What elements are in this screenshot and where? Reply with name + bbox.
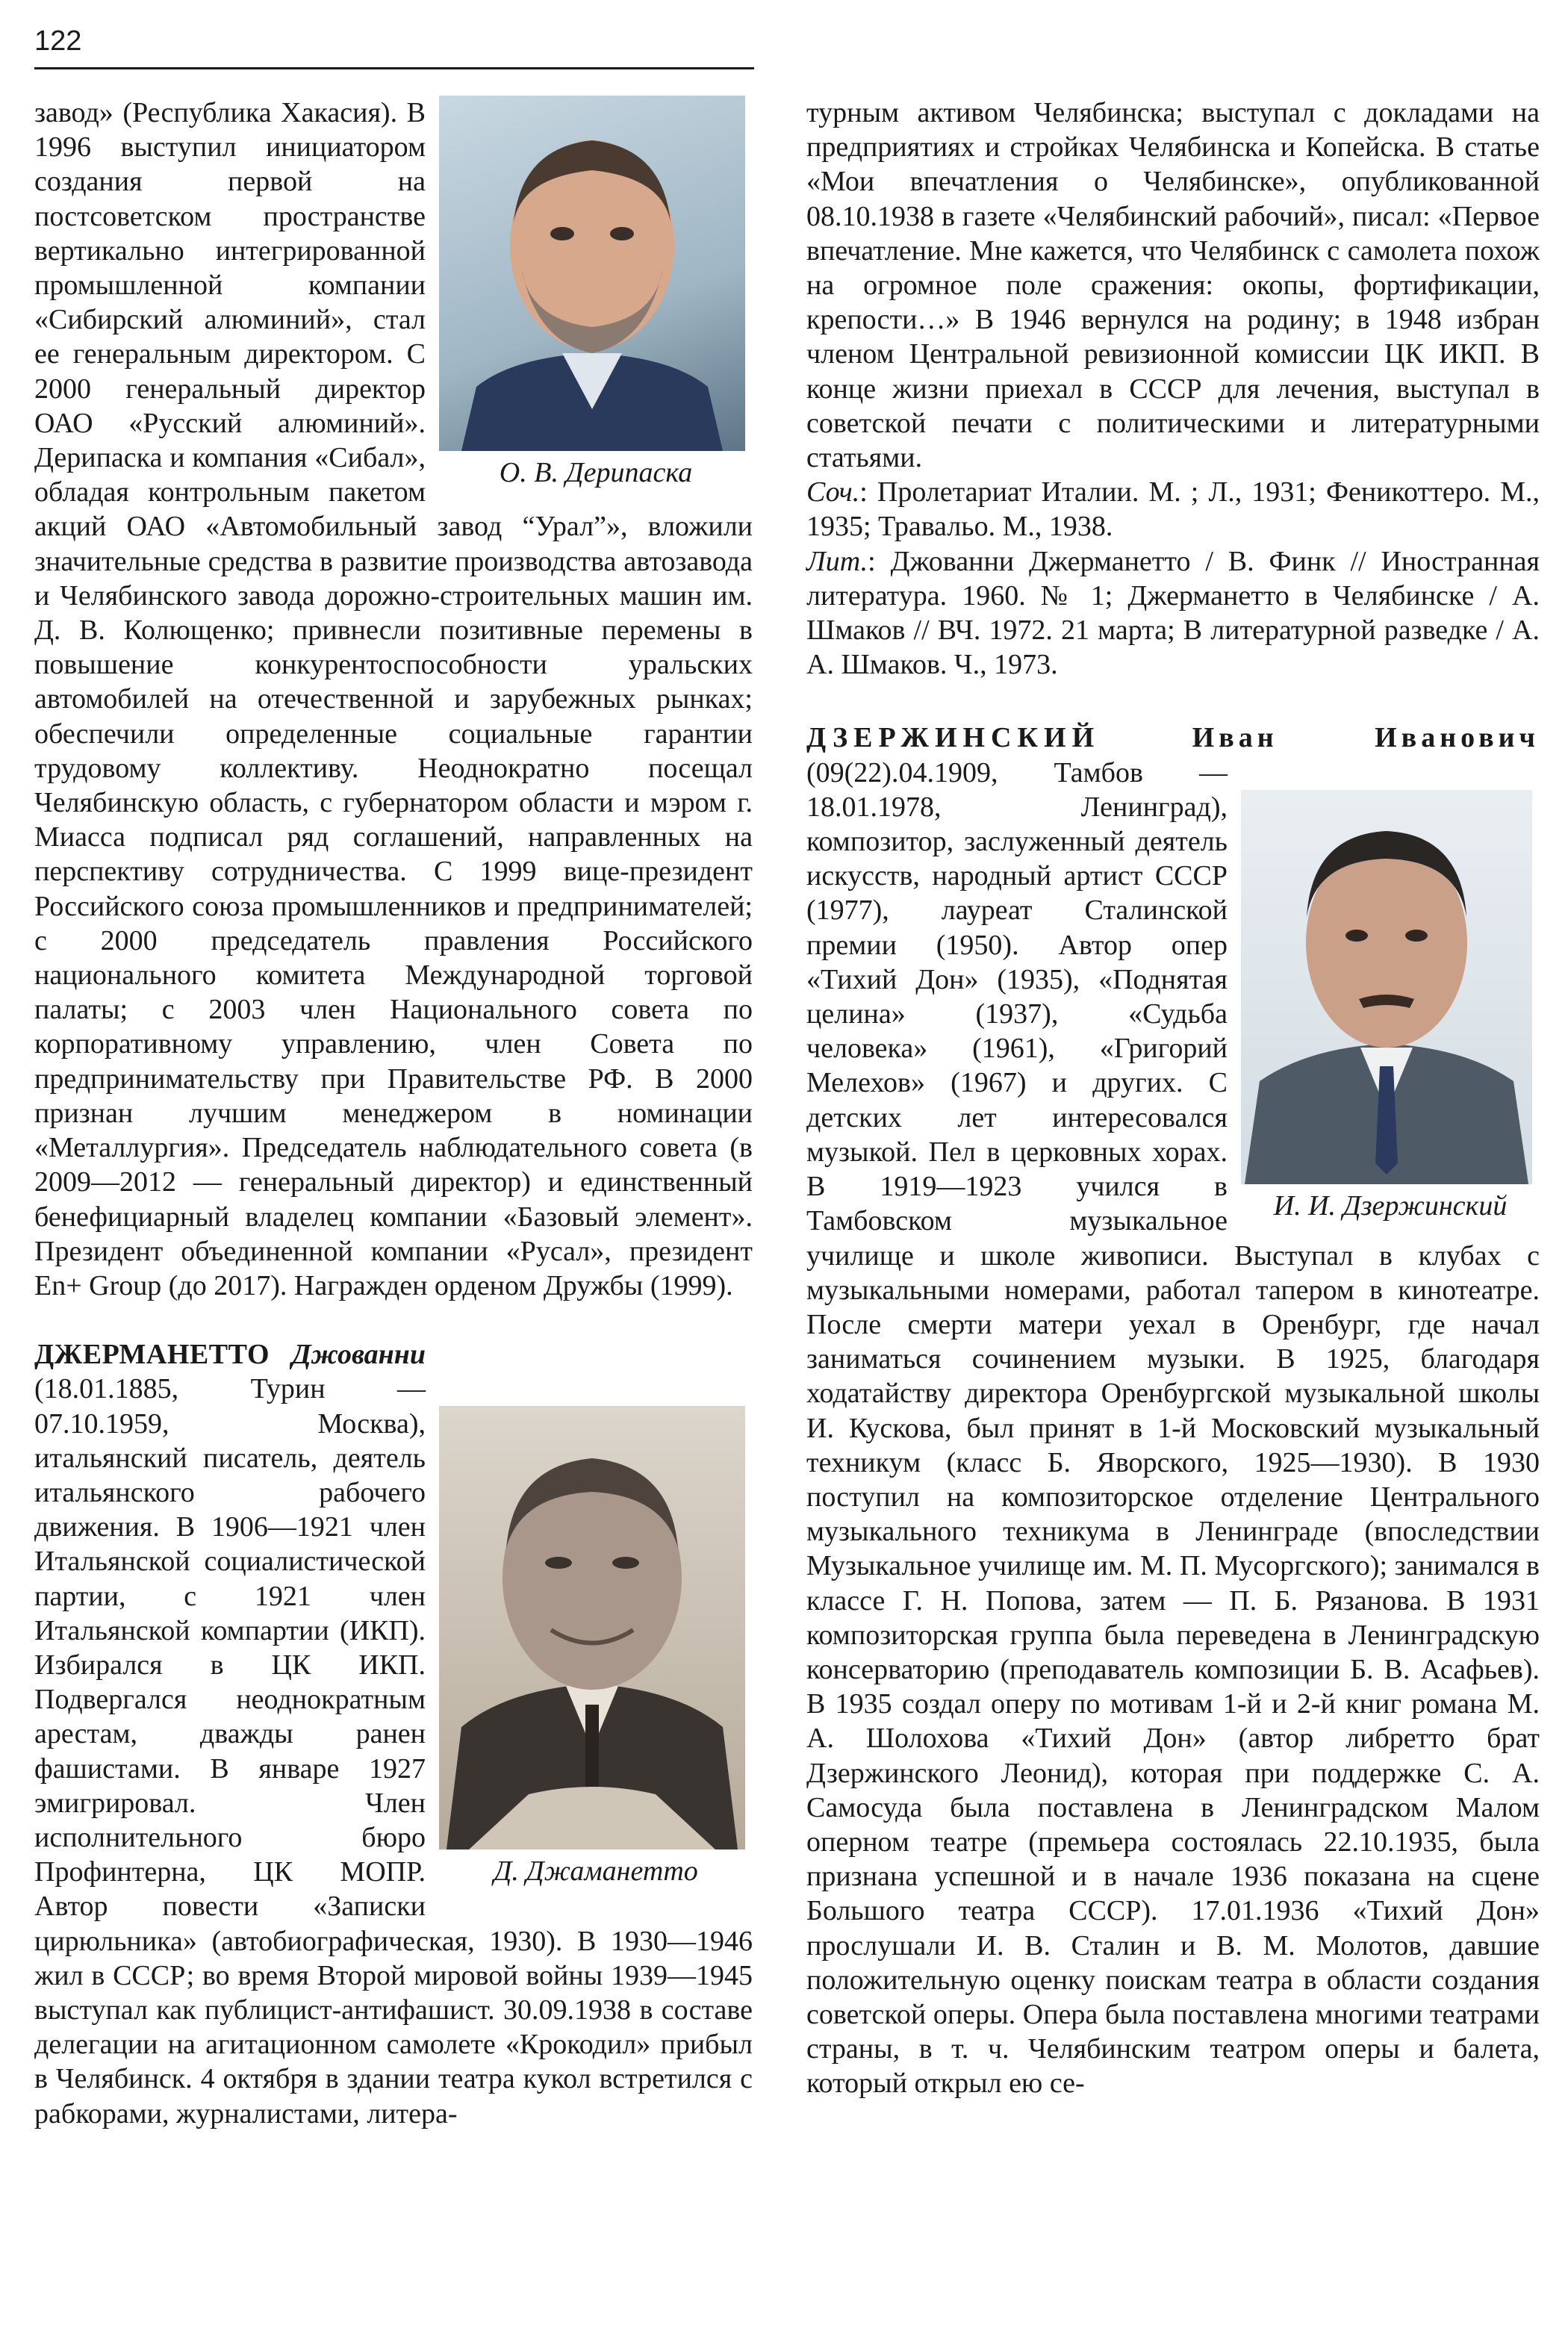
germanetto-works	[806, 475, 1540, 544]
literature-label: Лит.	[806, 545, 868, 577]
left-column	[34, 96, 753, 2131]
works-label: Соч.	[806, 476, 860, 508]
entry-gap	[806, 682, 1540, 721]
germanetto-given-name: Джованни	[291, 1339, 426, 1371]
germanetto-photo	[439, 1406, 745, 1849]
germanetto-paragraph-continued: турным активом Челябинска; выступал с докладами на предприятиях и стройках Челябинска и Копейска. В статье «Мои впечатления о Челябинске», опубликованной 08.10.1938 в газете «Челябинский рабочий», писал: «Первое впечатление. Мне кажется, что Челябинск с самолета похож на огромное поле сражения: окопы, фортификации, крепости…» В 1946 вернулся на родину; в 1948 избран членом Центральной ревизионной комиссии ЦК ИКП. В конце жизни приехал в СССР для лечения, выступал в советской печати с политическими и литературными статьями.	[806, 97, 1540, 474]
dzerzhinsky-surname: ДЗЕРЖИНСКИЙ	[806, 722, 1101, 754]
deripaska-paragraph: завод» (Республика Хакасия). В 1996 выступил инициатором создания первой на постсоветском пространстве вертикально интегрированной промышленной компании «Сибирский алюминий», стал ее генеральным директором. С 2000 генеральный директор ОАО «Русский алюминий». Дерипаска и компания «Сибал», обладая контрольным пакетом акций ОАО «Автомобильный завод “Урал”», вложили значительные средства в развитие производства автозавода и Челябинского завода дорожно-строительных машин им. Д. В. Колющенко; привнесли позитивные перемены в повышение конкурентоспособности уральских автомобилей на отечественной и зарубежных рынках; обеспечили определенные социальные гарантии трудовому коллективу. Неоднократно посещал Челябинскую область, с губернатором области и мэром г. Миасса подписал ряд соглашений, направленных на перспективу сотрудничества. С 1999 вице-президент Российского союза промышленников и предпринимателей; с 2000 председатель правления Российского национального комитета Международной торговой палаты; с 2003 член Национального совета по корпоративному управлению, член Совета по предпринимательству при Правительстве РФ. В 2000 признан лучшим менеджером в номинации «Металлургия». Председатель наблюдательного совета (в 2009—2012 — генеральный директор) и единственный бенефициарный владелец компании «Базовый элемент». Президент объединенной компании «Русал», президент En+ Group (до 2017). Награжден орденом Дружбы (1999).	[34, 97, 753, 1301]
germanetto-literature	[806, 544, 1540, 682]
right-column	[806, 96, 1540, 2101]
entry-gap	[34, 1303, 753, 1337]
dzerzhinsky-photo	[1241, 790, 1532, 1184]
works-text: : Пролетариат Италии. М. ; Л., 1931; Феникоттеро. М., 1935; Травальо. М., 1938.	[806, 476, 1540, 543]
dzerzhinsky-given-name: Иван Иванович	[1192, 722, 1540, 754]
literature-text: : Джованни Джерманетто / В. Финк // Иностранная литература. 1960. № 1; Джерманетто в Челябинске / А. Шмаков // ВЧ. 1972. 21 марта; В литературной разведке / А. А. Шмаков. Ч., 1973.	[806, 545, 1540, 681]
dzerzhinsky-paragraph: (09(22).04.1909, Тамбов — 18.01.1978, Ленинград), композитор, заслуженный деятель искусств, народный артист СССР (1977), лауреат Сталинской премии (1950). Автор опер «Тихий Дон» (1935), «Поднятая целина» (1937), «Судьба человека» (1961), «Григорий Мелехов» (1967) и других. С детских лет интересовался музыкой. Пел в церковных хорах. В 1919—1923 учился в Тамбовском музыкальное училище и школе живописи. Выступал в клубах с музыкальными номерами, работал тапером в кинотеатре. После смерти матери уехал в Оренбург, где начал заниматься сочинением музыки. В 1925, благодаря ходатайству директора Оренбургской музыкальной школы И. Кускова, был принят в 1-й Московский музыкальный техникум (класс Б. Яворского, 1925—1930). В 1930 поступил на композиторское отделение Центрального музыкального техникума в Ленинграде (впоследствии Музыкальное училище им. М. П. Мусоргского); занимался в классе Г. Н. Попова, затем — П. Б. Рязанова. В 1931 композиторская группа была переведена в Ленинградскую консерваторию (преподаватель композиции Б. В. Асафьев). В 1935 создал оперу по мотивам 1-й и 2-й книг романа М. А. Шолохова «Тихий Дон» (автор либретто брат Дзержинского Леонид), которая при поддержке С. А. Самосуда была поставлена в Ленинградском Малом оперном театре (премьера состоялась 22.10.1935, была признана успешной и в начале 1936 показана на сцене Большого театра СССР). 17.01.1936 «Тихий Дон» прослушали И. В. Сталин и В. М. Молотов, давшие положительную оценку поискам театра в области создания советской оперы. Опера была поставлена многими театрами страны, в т. ч. Челябинским театром оперы и балета, который открыл ею се-	[806, 756, 1540, 2100]
dzerzhinsky-portrait	[1241, 790, 1532, 1184]
deripaska-caption: О. В. Дерипаска	[499, 457, 693, 488]
header-rule	[34, 67, 754, 69]
dzerzhinsky-caption: И. И. Дзержинский	[1273, 1189, 1508, 1222]
deripaska-photo	[439, 96, 745, 451]
dzerzhinsky-figure	[1241, 790, 1540, 1223]
deripaska-portrait	[439, 96, 745, 451]
germanetto-caption: Д. Джаманетто	[494, 1855, 698, 1888]
dzerzhinsky-heading	[806, 721, 1540, 755]
germanetto-surname: ДЖЕРМАНЕТТО	[34, 1339, 270, 1371]
germanetto-portrait	[439, 1406, 745, 1849]
page-number: 122	[34, 25, 82, 57]
deripaska-figure	[439, 96, 753, 490]
germanetto-text: (18.01.1885, Турин — 07.10.1959, Москва), итальянский писатель, деятель итальянского рабочего движения. В 1906—1921 член Итальянской социалистической партии, с 1921 член Итальянской компартии (ИКП). Избирался в ЦК ИКП. Подвергался неоднократным арестам, дважды ранен фашистами. В январе 1927 эмигрировал. Член исполнительного бюро Профинтерна, ЦК МОПР. Автор повести «Записки цирюльника» (автобиографическая, 1930). В 1930—1946 жил в СССР; во время Второй мировой войны 1939—1945 выступал как публицист-антифашист. 30.09.1938 в составе делегации на агитационном самолете «Крокодил» прибыл в Челябинск. 4 октября в здании театра кукол встретился с рабкорами, журналистами, литера-	[34, 1373, 753, 2129]
germanetto-figure	[439, 1406, 753, 1888]
